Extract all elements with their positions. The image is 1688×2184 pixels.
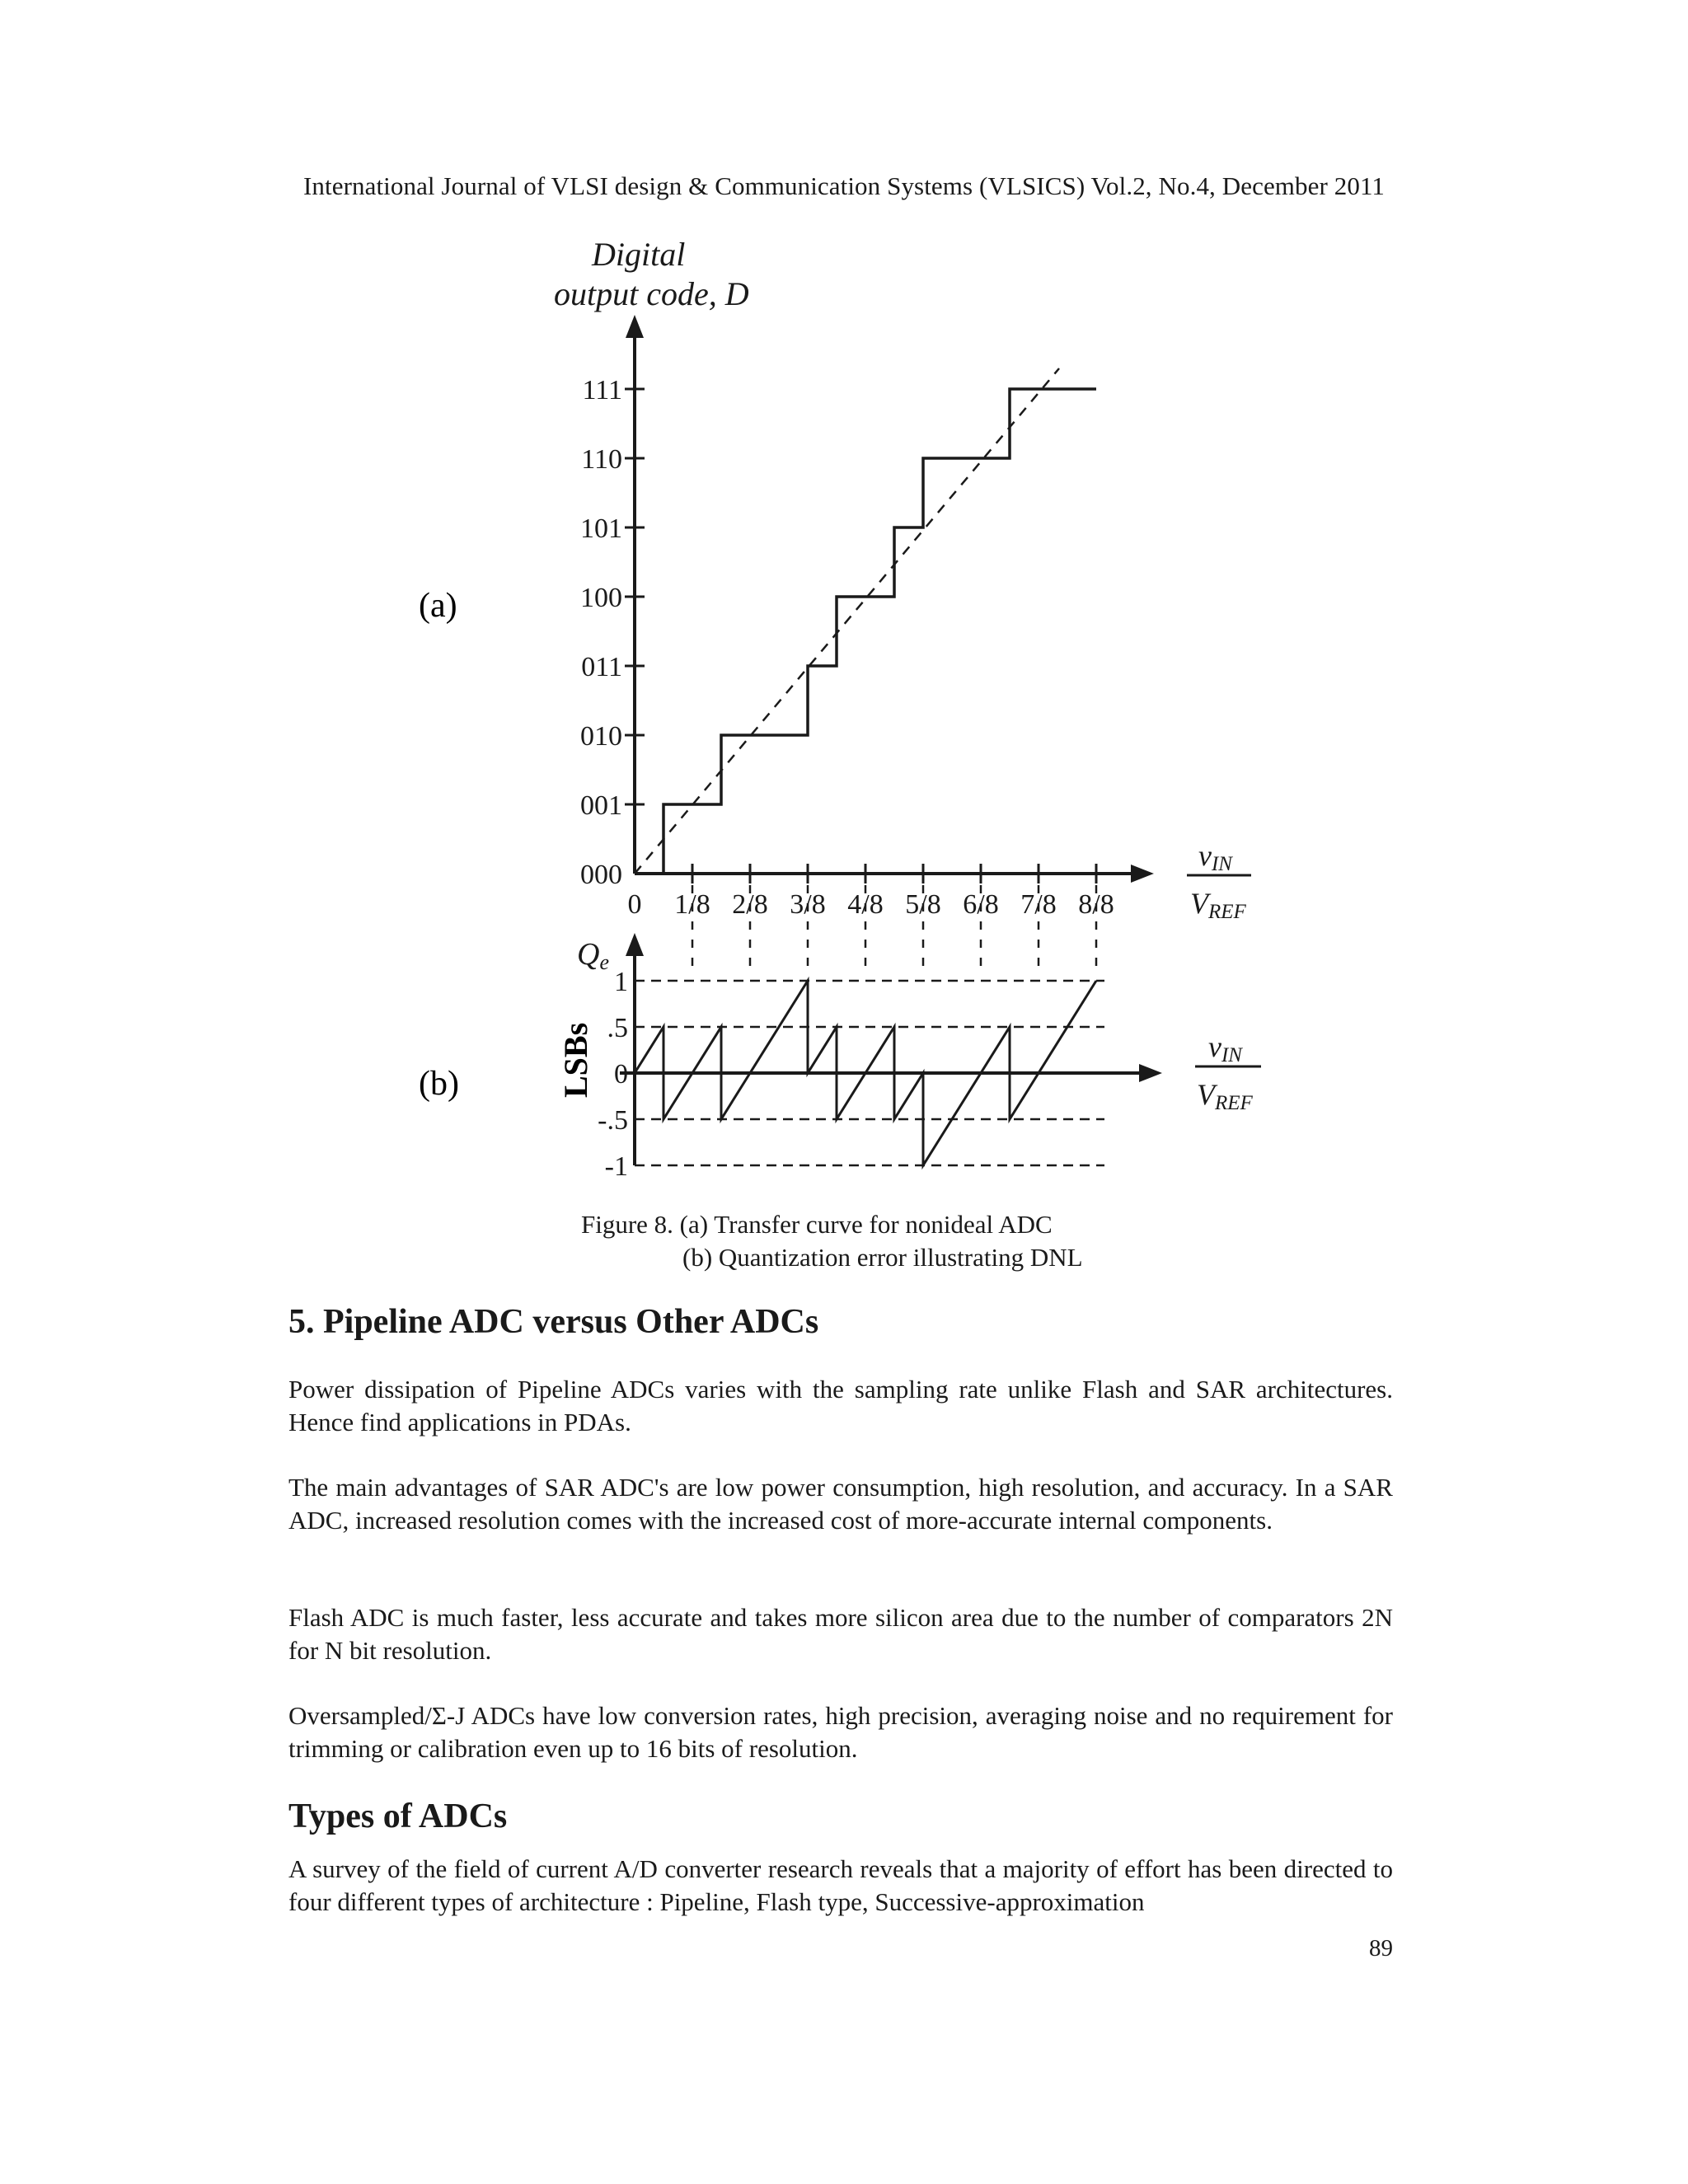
paragraph-oversampled: Oversampled/Σ-J ADCs have low conversion rates, high precision, averaging noise and no requirement for trimming or calibration even up to 16 bits of resolution. (288, 1701, 1393, 1763)
svg-text:vIN: vIN (1198, 839, 1232, 875)
chart-a-x-tick-label: 1/8 (674, 889, 710, 920)
chart-b-x-axis-arrow (1139, 1064, 1162, 1082)
chart-b-ylabel: LSBs (557, 1022, 594, 1098)
chart-a-y-tick-label: 001 (580, 790, 622, 821)
page-number: 89 (1369, 1935, 1393, 1961)
chart-a-y-tick-label: 010 (580, 721, 622, 752)
chart-a-x-tick-label: 8/8 (1078, 889, 1114, 920)
chart-a-y-tick-label: 111 (582, 375, 622, 405)
figure-caption-line2: (b) Quantization error illustrating DNL (682, 1243, 1083, 1272)
chart-a-xlabel (1187, 839, 1251, 923)
chart-a-step-curve (635, 389, 1096, 874)
panel-b-label: (b) (419, 1065, 459, 1103)
chart-b-xlabel (1195, 1030, 1261, 1114)
chart-a-ylabel-line2: output code, D (554, 275, 749, 312)
chart-a-x-tick-label: 6/8 (963, 889, 999, 920)
panel-a-label: (a) (419, 587, 457, 625)
chart-a-y-tick-label: 011 (581, 652, 622, 682)
chart-a-y-tick-label: 000 (580, 860, 622, 890)
chart-a-y-tick-label: 101 (580, 513, 622, 544)
chart-a-ideal-line (635, 368, 1059, 874)
chart-b-ylabel-symbol (577, 937, 609, 974)
journal-header: International Journal of VLSI design & Communication Systems (VLSICS) Vol.2, No.4, December 2011 (302, 171, 1386, 200)
figure-caption-line1: Figure 8. (a) Transfer curve for nonideal ADC (581, 1210, 1053, 1239)
chart-a-x-tick-label: 2/8 (732, 889, 768, 920)
chart-a-x-tick-label: 0 (627, 889, 642, 920)
chart-a-y-tick-label: 100 (580, 583, 622, 613)
chart-b-y-tick-label: -.5 (598, 1105, 628, 1136)
chart-a-y-axis-arrow (626, 315, 644, 338)
section-heading-pipeline-vs-other: 5. Pipeline ADC versus Other ADCs (288, 1303, 819, 1341)
chart-b-y-tick-label: 1 (614, 967, 628, 997)
svg-text:VREF: VREF (1190, 887, 1246, 923)
chart-a-y-tick-label: 110 (581, 444, 622, 475)
chart-b-y-axis-arrow (626, 933, 644, 956)
chart-a-x-tick-label: 7/8 (1020, 889, 1057, 920)
chart-b-quantization-error (598, 933, 1162, 1182)
chart-a-x-tick-label: 4/8 (847, 889, 884, 920)
chart-a-transfer-curve (580, 315, 1154, 972)
paragraph-sar-advantages: The main advantages of SAR ADC's are low power consumption, high resolution, and accuracy. In a SAR ADC, increased resolution comes with the increased cost of more-accurate internal components. (288, 1473, 1393, 1535)
chart-b-y-tick-label: .5 (607, 1013, 628, 1043)
chart-b-y-tick-label: -1 (604, 1151, 628, 1182)
chart-a-x-axis-arrow (1131, 865, 1154, 883)
paragraph-flash-adc: Flash ADC is much faster, less accurate and takes more silicon area due to the number of comparators 2N for N bit resolution. (288, 1603, 1393, 1665)
svg-text:vIN: vIN (1208, 1030, 1242, 1066)
svg-text:VREF: VREF (1197, 1078, 1253, 1114)
section-heading-types-of-adcs: Types of ADCs (288, 1797, 508, 1835)
paragraph-power-dissipation: Power dissipation of Pipeline ADCs varies with the sampling rate unlike Flash and SAR architectures. Hence find applications in PDAs. (288, 1375, 1393, 1436)
svg-text:Qe: Qe (577, 937, 609, 974)
chart-a-ylabel-line1: Digital (592, 236, 686, 273)
chart-b-y-tick-label: 0 (614, 1059, 628, 1090)
figure-8 (0, 223, 1688, 1220)
chart-a-x-tick-label: 3/8 (790, 889, 826, 920)
paragraph-types-survey: A survey of the field of current A/D converter research reveals that a majority of effort has been directed to four different types of architecture : Pipeline, Flash type, Successive-approximation (288, 1854, 1393, 1916)
chart-a-x-tick-label: 5/8 (905, 889, 941, 920)
